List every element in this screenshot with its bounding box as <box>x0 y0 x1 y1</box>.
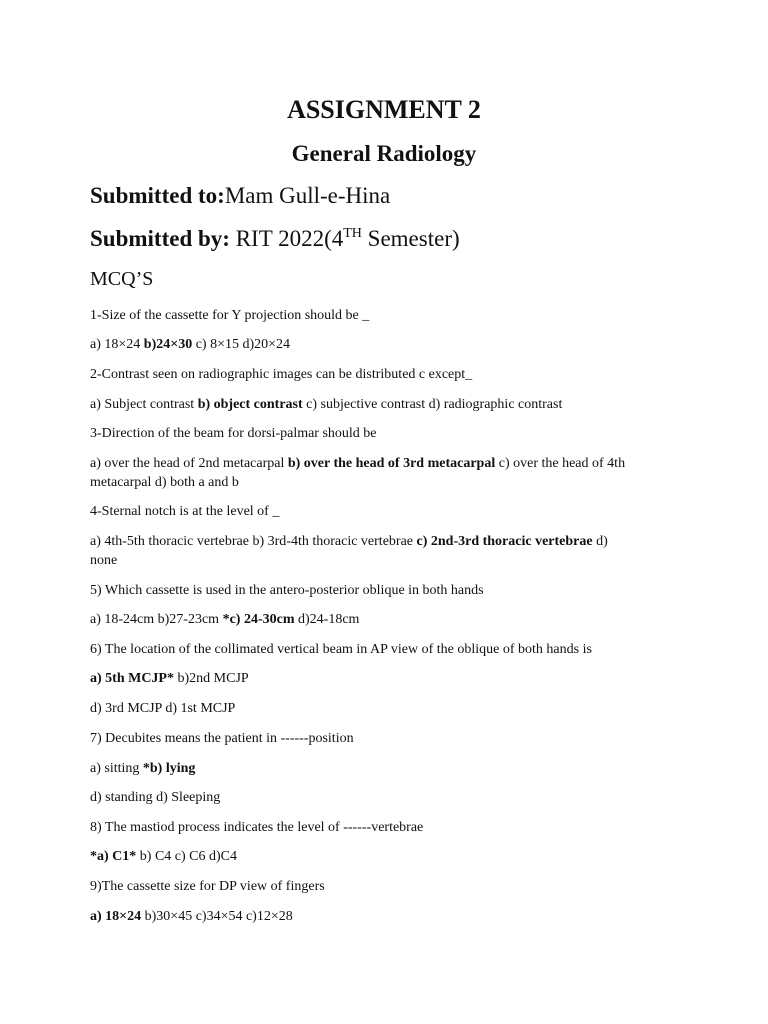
option-text: a) Subject contrast <box>90 397 198 412</box>
submitted-to-label: Submitted to: <box>90 183 225 208</box>
answer-highlight: a) 18×24 <box>90 909 142 924</box>
answer-highlight: *b) lying <box>142 761 196 776</box>
answer-highlight: *a) C1* <box>90 849 137 864</box>
answer-highlight: b) object contrast <box>197 397 303 412</box>
options-line <box>90 788 690 807</box>
options-line <box>90 699 690 718</box>
question-text: 7) Decubites means the patient in ------position <box>90 731 354 746</box>
options-line <box>90 532 690 551</box>
options-line-continued <box>90 473 690 492</box>
option-text: a) 18-24cm b)27-23cm <box>90 612 223 627</box>
options-line <box>90 759 690 778</box>
option-text: b) C4 c) C6 d)C4 <box>136 849 237 864</box>
answer-highlight: b)24×30 <box>143 337 193 352</box>
option-text: b)30×45 c)34×54 c)12×28 <box>141 909 293 924</box>
answer-highlight: *c) 24-30cm <box>222 612 295 627</box>
submitted-to-line <box>90 181 390 211</box>
question-text: 4-Sternal notch is at the level of _ <box>90 504 280 519</box>
options-line <box>90 669 690 688</box>
submitted-by-value-post: Semester) <box>361 226 460 251</box>
question-text: 2-Contrast seen on radiographic images can be distributed c except_ <box>90 367 473 382</box>
submitted-by-line <box>90 224 460 254</box>
question-text: 6) The location of the collimated vertical beam in AP view of the oblique of both hands is <box>90 642 592 657</box>
option-text: d) standing d) Sleeping <box>90 790 221 805</box>
options-line <box>90 335 690 354</box>
submitted-to-value: Mam Gull-e-Hina <box>224 183 391 208</box>
option-text: a) over the head of 2nd metacarpal <box>90 456 288 471</box>
option-text: c) 8×15 d)20×24 <box>192 337 291 352</box>
mcq-section-heading: MCQ’S <box>90 268 154 290</box>
options-line <box>90 907 690 926</box>
options-line <box>90 847 690 866</box>
option-text: c) subjective contrast d) radiographic contrast <box>302 397 563 412</box>
answer-highlight: c) 2nd-3rd thoracic vertebrae <box>416 534 593 549</box>
option-text: d) 3rd MCJP d) 1st MCJP <box>90 701 236 716</box>
question-text: 3-Direction of the beam for dorsi-palmar should be <box>90 426 377 441</box>
option-text: d)24-18cm <box>294 612 360 627</box>
question-text: 1-Size of the cassette for Y projection should be _ <box>90 308 370 323</box>
option-text: a) 4th-5th thoracic vertebrae b) 3rd-4th thoracic vertebrae <box>90 534 417 549</box>
submitted-by-value-pre: RIT 2022(4 <box>229 226 344 251</box>
option-text: none <box>90 553 118 568</box>
question-text: 9)The cassette size for DP view of fingers <box>90 879 325 894</box>
option-text: b)2nd MCJP <box>174 671 249 686</box>
question-text: 8) The mastiod process indicates the level of ------vertebrae <box>90 820 424 835</box>
submitted-by-label: Submitted by: <box>90 226 230 251</box>
option-text: d) <box>592 534 608 549</box>
options-line <box>90 454 690 473</box>
submitted-by-sup: TH <box>343 226 362 241</box>
option-text: metacarpal d) both a and b <box>90 475 239 490</box>
options-line-continued <box>90 551 690 570</box>
option-text: a) 18×24 <box>90 337 144 352</box>
assignment-title: ASSIGNMENT 2 <box>287 95 481 124</box>
options-line <box>90 395 690 414</box>
answer-highlight: a) 5th MCJP* <box>90 671 174 686</box>
question-text: 5) Which cassette is used in the antero-posterior oblique in both hands <box>90 583 484 598</box>
subject-title: General Radiology <box>291 141 477 166</box>
option-text: a) sitting <box>90 761 143 776</box>
option-text: c) over the head of 4th <box>495 456 626 471</box>
answer-highlight: b) over the head of 3rd metacarpal <box>287 456 496 471</box>
options-line <box>90 610 690 629</box>
